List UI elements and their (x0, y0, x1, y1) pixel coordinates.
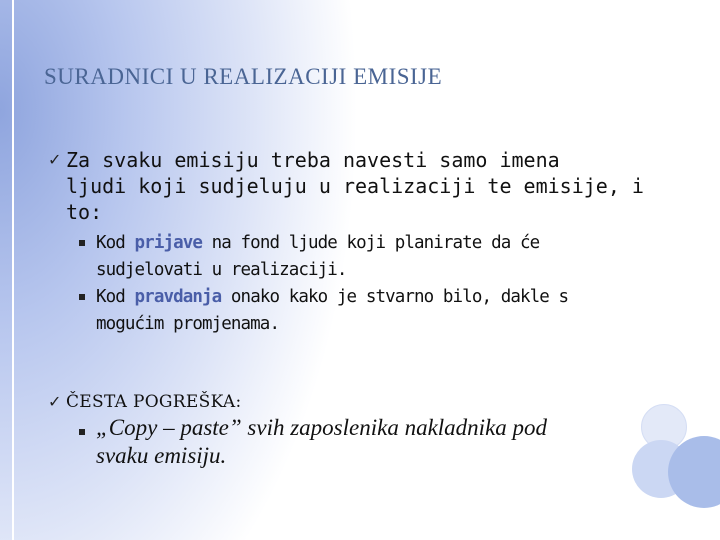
sub-bullet-prijave (96, 230, 539, 257)
square-bullet-icon (79, 240, 85, 246)
sub1-highlight: prijave (134, 233, 202, 253)
left-divider-line (12, 0, 14, 540)
sub2-line2: mogućim promjenama. (96, 314, 280, 334)
sub1-prefix: Kod (96, 233, 135, 253)
bullet2-text: ČESTA POGREŠKA: (66, 392, 242, 412)
bullet1-line2: ljudi koji sudjeluju u realizaciji te emisije, i (66, 174, 644, 198)
slide-title: SURADNICI U REALIZACIJI EMISIJE (44, 64, 443, 89)
sub1-line2: sudjelovati u realizaciji. (96, 260, 347, 280)
bullet1-line3: to: (66, 200, 103, 224)
sub2-1-line2: svaku emisiju. (96, 443, 227, 468)
square-bullet-icon (79, 294, 85, 300)
sub1-rest: na fond ljude koji planirate da će (202, 233, 540, 253)
sub-bullet-pravdanja (96, 284, 568, 311)
square-bullet-icon (79, 429, 85, 435)
sub2-rest: onako kako je stvarno bilo, dakle s (221, 287, 569, 307)
bullet1-line1: Za svaku emisiju treba navesti samo imena (66, 148, 560, 172)
checkmark-icon: ✓ (48, 392, 62, 411)
sub2-prefix: Kod (96, 287, 135, 307)
sub2-highlight: pravdanja (134, 287, 222, 307)
sub2-1-line1: „Copy – paste” svih zaposlenika nakladnika pod (96, 415, 548, 440)
checkmark-icon: ✓ (48, 150, 62, 169)
